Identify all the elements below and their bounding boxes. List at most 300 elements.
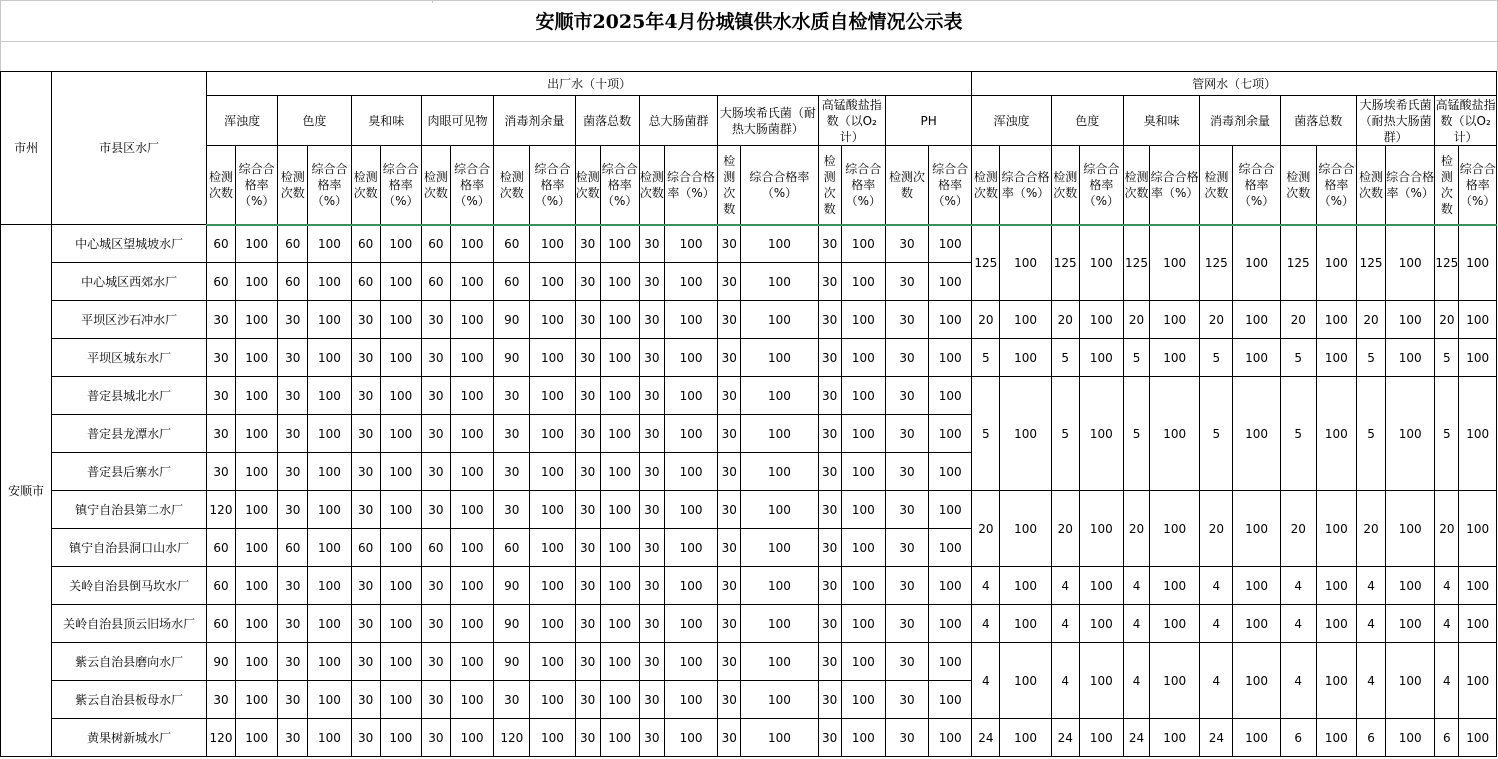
outflow-count-cell: 60 (421, 529, 450, 567)
outflow-rate-cell: 100 (841, 225, 885, 263)
outflow-rate-cell: 100 (841, 605, 885, 643)
outflow-rate-cell: 100 (236, 301, 278, 339)
network-rate-cell: 100 (1079, 643, 1123, 719)
outflow-count-cell: 30 (639, 681, 664, 719)
outflow-rate-cell: 100 (308, 681, 351, 719)
outflow-rate-cell: 100 (600, 377, 639, 415)
outflow-rate-cell: 100 (664, 681, 717, 719)
sub-header-rate: 综合合格率（%） (308, 146, 351, 225)
network-count-cell: 20 (1435, 491, 1459, 567)
network-rate-cell: 100 (1000, 567, 1051, 605)
outflow-rate-cell: 100 (741, 491, 818, 529)
network-count-cell: 5 (1356, 377, 1385, 491)
network-count-cell: 4 (1435, 605, 1459, 643)
network-count-cell: 5 (1051, 377, 1079, 491)
outflow-count-cell: 30 (818, 605, 841, 643)
grid-line (0, 0, 1498, 1)
outflow-rate-cell: 100 (530, 719, 575, 757)
outflow-rate-cell: 100 (741, 453, 818, 491)
outflow-count-cell: 60 (278, 225, 308, 263)
outflow-count-cell: 30 (351, 301, 380, 339)
network-rate-cell: 100 (1079, 719, 1123, 757)
plant-name-cell: 黄果树新城水厂 (52, 719, 207, 757)
outflow-count-cell: 30 (206, 681, 235, 719)
outflow-rate-cell: 100 (841, 301, 885, 339)
outflow-rate-cell: 100 (308, 643, 351, 681)
outflow-rate-cell: 100 (664, 377, 717, 415)
network-rate-cell: 100 (1150, 719, 1200, 757)
grid-line (432, 0, 433, 3)
network-rate-cell: 100 (1233, 643, 1280, 719)
plant-header: 市县区水厂 (52, 72, 207, 225)
network-count-cell: 20 (1200, 491, 1233, 567)
outflow-rate-cell: 100 (530, 567, 575, 605)
network-count-cell: 5 (972, 339, 1000, 377)
outflow-rate-cell: 100 (236, 491, 278, 529)
network-count-cell: 5 (972, 377, 1000, 491)
network-count-cell: 5 (1123, 339, 1149, 377)
outflow-rate-cell: 100 (236, 377, 278, 415)
outflow-count-cell: 60 (351, 263, 380, 301)
outflow-rate-cell: 100 (741, 681, 818, 719)
plant-name-cell: 普定县后寨水厂 (52, 453, 207, 491)
outflow-count-cell: 30 (639, 643, 664, 681)
sub-header-rate: 综合合格率（%） (664, 146, 717, 225)
sub-header-rate: 综合合格率（%） (1233, 146, 1280, 225)
table-row (1, 491, 1497, 529)
outflow-rate-cell: 100 (841, 453, 885, 491)
outflow-count-cell: 30 (718, 643, 741, 681)
outflow-item-header: 高锰酸盐指数（以O₂计） (818, 96, 885, 146)
outflow-count-cell: 30 (818, 643, 841, 681)
outflow-rate-cell: 100 (741, 225, 818, 263)
network-rate-cell: 100 (1316, 491, 1356, 567)
sub-header-rate: 综合合格率（%） (1459, 146, 1497, 225)
outflow-count-cell: 30 (206, 339, 235, 377)
network-count-cell: 125 (1051, 225, 1079, 301)
outflow-rate-cell: 100 (380, 453, 421, 491)
network-count-cell: 4 (972, 643, 1000, 719)
outflow-rate-cell: 100 (741, 605, 818, 643)
outflow-rate-cell: 100 (600, 225, 639, 263)
outflow-rate-cell: 100 (841, 377, 885, 415)
table-row (1, 301, 1497, 339)
outflow-count-cell: 30 (278, 453, 308, 491)
network-rate-cell: 100 (1000, 339, 1051, 377)
outflow-rate-cell: 100 (841, 529, 885, 567)
network-rate-cell: 100 (1233, 567, 1280, 605)
network-item-header: 臭和味 (1123, 96, 1199, 146)
outflow-count-cell: 30 (818, 719, 841, 757)
network-rate-cell: 100 (1386, 339, 1435, 377)
table-row (1, 339, 1497, 377)
network-rate-cell: 100 (1386, 377, 1435, 491)
network-count-cell: 6 (1356, 719, 1385, 757)
outflow-rate-cell: 100 (929, 529, 972, 567)
outflow-rate-cell: 100 (600, 719, 639, 757)
outflow-count-cell: 30 (718, 529, 741, 567)
network-rate-cell: 100 (1233, 719, 1280, 757)
plant-name-cell: 普定县城北水厂 (52, 377, 207, 415)
outflow-count-cell: 30 (351, 567, 380, 605)
plant-name-cell: 关岭自治县倒马坎水厂 (52, 567, 207, 605)
table-row (1, 605, 1497, 643)
outflow-rate-cell: 100 (600, 681, 639, 719)
outflow-item-header: 色度 (278, 96, 351, 146)
city-cell: 安顺市 (1, 225, 52, 757)
outflow-count-cell: 30 (494, 453, 530, 491)
network-rate-cell: 100 (1000, 643, 1051, 719)
sub-header-count: 检测次数 (1123, 146, 1149, 225)
network-count-cell: 24 (1200, 719, 1233, 757)
network-rate-cell: 100 (1386, 491, 1435, 567)
network-count-cell: 20 (972, 301, 1000, 339)
outflow-item-header: 总大肠菌群 (639, 96, 717, 146)
outflow-rate-cell: 100 (741, 263, 818, 301)
outflow-rate-cell: 100 (664, 263, 717, 301)
network-rate-cell: 100 (1079, 491, 1123, 567)
outflow-count-cell: 30 (818, 415, 841, 453)
network-count-cell: 20 (1200, 301, 1233, 339)
outflow-rate-cell: 100 (741, 377, 818, 415)
outflow-count-cell: 30 (639, 453, 664, 491)
outflow-count-cell: 30 (718, 225, 741, 263)
outflow-rate-cell: 100 (929, 377, 972, 415)
network-rate-cell: 100 (1233, 301, 1280, 339)
network-item-header: 浑浊度 (972, 96, 1051, 146)
outflow-count-cell: 30 (278, 681, 308, 719)
outflow-rate-cell: 100 (451, 263, 494, 301)
outflow-count-cell: 120 (206, 719, 235, 757)
network-rate-cell: 100 (1316, 567, 1356, 605)
outflow-rate-cell: 100 (451, 605, 494, 643)
outflow-count-cell: 60 (278, 263, 308, 301)
outflow-count-cell: 30 (639, 415, 664, 453)
network-rate-cell: 100 (1316, 225, 1356, 301)
outflow-count-cell: 30 (639, 605, 664, 643)
outflow-rate-cell: 100 (664, 491, 717, 529)
outflow-count-cell: 30 (421, 643, 450, 681)
network-count-cell: 125 (972, 225, 1000, 301)
outflow-count-cell: 30 (718, 567, 741, 605)
sub-header-count: 检测次数 (575, 146, 600, 225)
network-count-cell: 4 (1356, 643, 1385, 719)
outflow-rate-cell: 100 (664, 225, 717, 263)
network-rate-cell: 100 (1233, 339, 1280, 377)
plant-name-cell: 平坝区城东水厂 (52, 339, 207, 377)
outflow-rate-cell: 100 (308, 453, 351, 491)
sub-header-rate: 综合合格率（%） (929, 146, 972, 225)
sub-header-count: 检测次数 (206, 146, 235, 225)
outflow-count-cell: 30 (206, 377, 235, 415)
network-rate-cell: 100 (1079, 225, 1123, 301)
network-item-header: 高锰酸盐指数（以O₂计） (1435, 97, 1496, 144)
network-count-cell: 5 (1356, 339, 1385, 377)
outflow-count-cell: 30 (639, 491, 664, 529)
network-rate-cell: 100 (1000, 605, 1051, 643)
outflow-rate-cell: 100 (741, 339, 818, 377)
network-count-cell: 6 (1280, 719, 1316, 757)
network-count-cell: 20 (1356, 301, 1385, 339)
outflow-rate-cell: 100 (380, 529, 421, 567)
outflow-rate-cell: 100 (530, 263, 575, 301)
outflow-rate-cell: 100 (451, 225, 494, 263)
network-count-cell: 5 (1200, 377, 1233, 491)
outflow-rate-cell: 100 (841, 643, 885, 681)
outflow-count-cell: 30 (421, 491, 450, 529)
outflow-rate-cell: 100 (664, 529, 717, 567)
network-rate-cell: 100 (1233, 377, 1280, 491)
plant-name-cell: 中心城区望城坡水厂 (52, 225, 207, 263)
network-rate-cell: 100 (1459, 377, 1497, 491)
outflow-count-cell: 30 (278, 301, 308, 339)
outflow-count-cell: 30 (818, 301, 841, 339)
outflow-count-cell: 30 (494, 491, 530, 529)
network-count-cell: 4 (1051, 567, 1079, 605)
table-row (1, 567, 1497, 605)
outflow-count-cell: 60 (421, 225, 450, 263)
outflow-rate-cell: 100 (600, 643, 639, 681)
outflow-rate-cell: 100 (380, 415, 421, 453)
outflow-rate-cell: 100 (664, 567, 717, 605)
outflow-rate-cell: 100 (664, 719, 717, 757)
outflow-rate-cell: 100 (841, 491, 885, 529)
outflow-rate-cell: 100 (380, 263, 421, 301)
outflow-count-cell: 30 (818, 339, 841, 377)
network-rate-cell: 100 (1459, 491, 1497, 567)
outflow-count-cell: 90 (494, 605, 530, 643)
outflow-count-cell: 30 (575, 415, 600, 453)
network-count-cell: 20 (1435, 301, 1459, 339)
sub-header-count: 检测次数 (421, 146, 450, 225)
outflow-count-cell: 30 (718, 301, 741, 339)
outflow-count-cell: 30 (278, 377, 308, 415)
sub-header-rate: 综合合格率（%） (1079, 146, 1123, 225)
outflow-rate-cell: 100 (741, 301, 818, 339)
outflow-count-cell: 30 (494, 681, 530, 719)
outflow-count-cell: 30 (718, 491, 741, 529)
outflow-count-cell: 90 (494, 339, 530, 377)
outflow-rate-cell: 100 (451, 301, 494, 339)
outflow-item-header: 臭和味 (351, 96, 421, 146)
outflow-count-cell: 30 (351, 415, 380, 453)
outflow-count-cell: 30 (575, 681, 600, 719)
outflow-count-cell: 30 (818, 529, 841, 567)
sub-header-rate: 综合合格率（%） (451, 146, 494, 225)
network-count-cell: 6 (1435, 719, 1459, 757)
outflow-count-cell: 30 (639, 719, 664, 757)
network-rate-cell: 100 (1316, 605, 1356, 643)
outflow-count-cell: 30 (885, 529, 928, 567)
outflow-count-cell: 60 (351, 529, 380, 567)
outflow-rate-cell: 100 (380, 567, 421, 605)
outflow-count-cell: 90 (494, 567, 530, 605)
network-count-cell: 4 (972, 567, 1000, 605)
outflow-rate-cell: 100 (236, 643, 278, 681)
outflow-count-cell: 30 (575, 301, 600, 339)
outflow-count-cell: 60 (494, 225, 530, 263)
outflow-rate-cell: 100 (741, 415, 818, 453)
network-rate-cell: 100 (1386, 225, 1435, 301)
outflow-count-cell: 30 (278, 643, 308, 681)
outflow-rate-cell: 100 (380, 491, 421, 529)
outflow-rate-cell: 100 (600, 453, 639, 491)
network-rate-cell: 100 (1233, 491, 1280, 567)
outflow-rate-cell: 100 (308, 339, 351, 377)
outflow-count-cell: 30 (575, 263, 600, 301)
outflow-count-cell: 120 (494, 719, 530, 757)
network-rate-cell: 100 (1150, 225, 1200, 301)
network-count-cell: 20 (1356, 491, 1385, 567)
water-quality-table (0, 71, 1497, 757)
outflow-rate-cell: 100 (841, 415, 885, 453)
outflow-rate-cell: 100 (451, 339, 494, 377)
outflow-count-cell: 30 (718, 681, 741, 719)
network-rate-cell: 100 (1316, 301, 1356, 339)
outflow-count-cell: 30 (639, 567, 664, 605)
outflow-count-cell: 30 (818, 225, 841, 263)
outflow-count-cell: 30 (351, 681, 380, 719)
plant-name-cell: 镇宁自治县第二水厂 (52, 491, 207, 529)
outflow-rate-cell: 100 (530, 529, 575, 567)
outflow-rate-cell: 100 (530, 643, 575, 681)
outflow-count-cell: 30 (278, 567, 308, 605)
table-row (1, 643, 1497, 681)
outflow-count-cell: 30 (818, 491, 841, 529)
outflow-rate-cell: 100 (451, 643, 494, 681)
network-count-cell: 4 (1280, 643, 1316, 719)
network-count-cell: 125 (1200, 225, 1233, 301)
network-count-cell: 125 (1356, 225, 1385, 301)
outflow-rate-cell: 100 (929, 301, 972, 339)
sub-header-rate: 综合合格率（%） (841, 146, 885, 225)
outflow-count-cell: 30 (421, 415, 450, 453)
outflow-item-header: 浑浊度 (206, 96, 277, 146)
outflow-count-cell: 30 (885, 719, 928, 757)
outflow-count-cell: 30 (421, 453, 450, 491)
sub-header-count: 检测次数 (718, 146, 741, 225)
outflow-rate-cell: 100 (530, 681, 575, 719)
network-count-cell: 125 (1280, 225, 1316, 301)
outflow-count-cell: 30 (206, 415, 235, 453)
outflow-rate-cell: 100 (929, 263, 972, 301)
outflow-rate-cell: 100 (530, 491, 575, 529)
network-count-cell: 4 (1200, 643, 1233, 719)
outflow-rate-cell: 100 (308, 529, 351, 567)
outflow-rate-cell: 100 (380, 605, 421, 643)
outflow-count-cell: 60 (206, 225, 235, 263)
outflow-rate-cell: 100 (308, 491, 351, 529)
sub-header-count: 检测次数 (494, 146, 530, 225)
outflow-rate-cell: 100 (600, 491, 639, 529)
network-rate-cell: 100 (1386, 567, 1435, 605)
network-rate-cell: 100 (1000, 491, 1051, 567)
outflow-count-cell: 30 (206, 453, 235, 491)
network-count-cell: 20 (1280, 491, 1316, 567)
network-item-header: 大肠埃希氏菌（耐热大肠菌群） (1356, 96, 1434, 146)
outflow-rate-cell: 100 (530, 339, 575, 377)
network-count-cell: 5 (1435, 339, 1459, 377)
outflow-count-cell: 30 (575, 491, 600, 529)
network-item-header: 消毒剂余量 (1200, 96, 1280, 146)
outflow-rate-cell: 100 (308, 301, 351, 339)
network-rate-cell: 100 (1386, 605, 1435, 643)
outflow-rate-cell: 100 (236, 719, 278, 757)
network-count-cell: 4 (972, 605, 1000, 643)
sub-header-count: 检测次数 (1280, 146, 1316, 225)
plant-name-cell: 紫云自治县磨向水厂 (52, 643, 207, 681)
outflow-rate-cell: 100 (380, 643, 421, 681)
sub-header-count: 检测次数 (972, 146, 1000, 225)
outflow-count-cell: 30 (885, 339, 928, 377)
network-count-cell: 5 (1123, 377, 1149, 491)
outflow-count-cell: 30 (575, 377, 600, 415)
network-rate-cell: 100 (1316, 719, 1356, 757)
outflow-rate-cell: 100 (664, 605, 717, 643)
outflow-count-cell: 90 (494, 301, 530, 339)
outflow-rate-cell: 100 (451, 415, 494, 453)
outflow-count-cell: 30 (818, 377, 841, 415)
outflow-count-cell: 30 (639, 339, 664, 377)
network-rate-cell: 100 (1150, 491, 1200, 567)
outflow-rate-cell: 100 (929, 339, 972, 377)
sub-header-rate: 综合合格率（%） (380, 146, 421, 225)
outflow-count-cell: 30 (575, 643, 600, 681)
network-count-cell: 20 (972, 491, 1000, 567)
outflow-count-cell: 30 (278, 605, 308, 643)
outflow-count-cell: 60 (206, 529, 235, 567)
outflow-count-cell: 30 (639, 225, 664, 263)
outflow-count-cell: 30 (278, 415, 308, 453)
outflow-rate-cell: 100 (380, 339, 421, 377)
network-rate-cell: 100 (1150, 605, 1200, 643)
outflow-count-cell: 30 (818, 263, 841, 301)
outflow-count-cell: 30 (575, 605, 600, 643)
network-rate-cell: 100 (1386, 643, 1435, 719)
network-count-cell: 5 (1280, 377, 1316, 491)
outflow-count-cell: 30 (718, 263, 741, 301)
outflow-rate-cell: 100 (841, 339, 885, 377)
outflow-count-cell: 60 (351, 225, 380, 263)
network-rate-cell: 100 (1079, 377, 1123, 491)
sub-header-count: 检测次数 (639, 146, 664, 225)
outflow-count-cell: 30 (885, 225, 928, 263)
outflow-rate-cell: 100 (741, 719, 818, 757)
outflow-rate-cell: 100 (600, 605, 639, 643)
outflow-count-cell: 30 (718, 339, 741, 377)
network-rate-cell: 100 (1150, 567, 1200, 605)
outflow-rate-cell: 100 (841, 681, 885, 719)
outflow-rate-cell: 100 (929, 605, 972, 643)
outflow-count-cell: 30 (351, 491, 380, 529)
outflow-rate-cell: 100 (664, 453, 717, 491)
outflow-rate-cell: 100 (308, 415, 351, 453)
outflow-count-cell: 30 (639, 377, 664, 415)
outflow-rate-cell: 100 (929, 415, 972, 453)
network-count-cell: 24 (1051, 719, 1079, 757)
network-count-cell: 4 (1356, 605, 1385, 643)
outflow-count-cell: 30 (885, 643, 928, 681)
outflow-rate-cell: 100 (380, 719, 421, 757)
outflow-item-header: 肉眼可见物 (421, 96, 493, 146)
outflow-rate-cell: 100 (308, 263, 351, 301)
outflow-count-cell: 30 (718, 415, 741, 453)
network-rate-cell: 100 (1233, 225, 1280, 301)
outflow-rate-cell: 100 (308, 605, 351, 643)
outflow-count-cell: 30 (278, 491, 308, 529)
outflow-count-cell: 30 (818, 567, 841, 605)
outflow-rate-cell: 100 (929, 225, 972, 263)
